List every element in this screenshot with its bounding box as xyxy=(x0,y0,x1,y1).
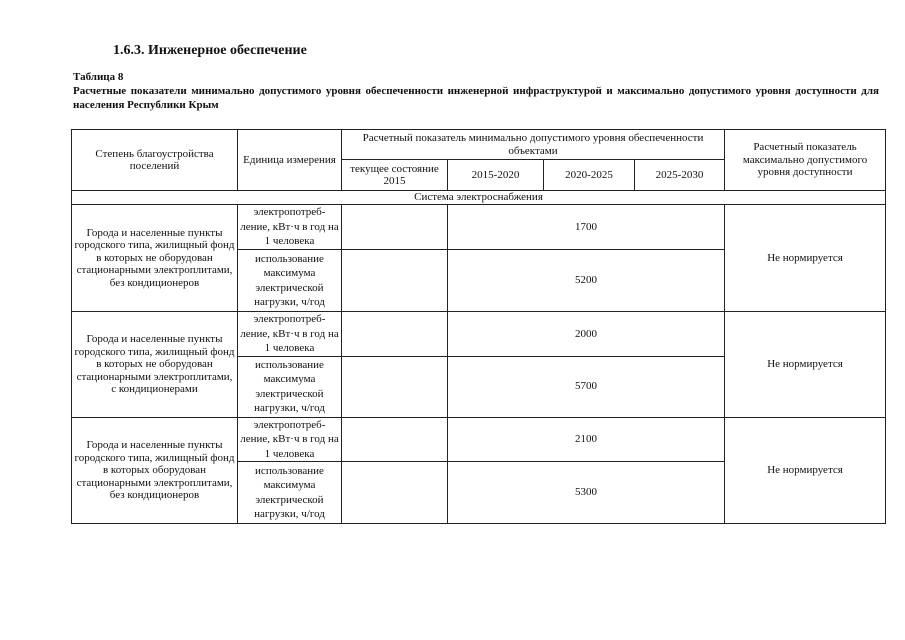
subheader-row xyxy=(72,191,886,205)
unit-cell: использование максимума электрической нагрузки, ч/год xyxy=(238,356,342,417)
current-cell xyxy=(342,312,448,357)
max-cell: Не нормируется xyxy=(725,205,886,312)
header-min-group: Расчетный показатель минимально допустимого уровня обеспеченности объектами xyxy=(342,130,725,160)
current-cell xyxy=(342,356,448,417)
table-caption: Расчетные показатели минимально допустимого уровня обеспеченности инженерной инфраструктурой и максимально допустимого уровня доступности для населения Республики Крым xyxy=(73,85,879,111)
header-current: текущее состояние 2015 xyxy=(342,160,448,191)
table-row xyxy=(72,312,886,357)
value-cell: 5700 xyxy=(448,356,725,417)
max-cell: Не нормируется xyxy=(725,312,886,418)
value-cell: 1700 xyxy=(448,205,725,250)
table-row xyxy=(72,205,886,250)
header-2025-2030: 2025-2030 xyxy=(635,160,725,191)
value-cell: 5200 xyxy=(448,250,725,312)
current-cell xyxy=(342,205,448,250)
standards-table xyxy=(71,129,886,524)
settlement-cell: Города и населенные пункты городского типа, жилищный фонд в которых не оборудован стационарными электроплитами, с кондиционерами xyxy=(72,312,238,418)
unit-cell: использование максимума электрической нагрузки, ч/год xyxy=(238,462,342,524)
settlement-cell: Города и населенные пункты городского типа, жилищный фонд в которых оборудован стационарными электроплитами, без кондиционеров xyxy=(72,417,238,524)
table-label: Таблица 8 xyxy=(73,71,124,83)
value-cell: 2000 xyxy=(448,312,725,357)
header-unit: Единица измерения xyxy=(238,130,342,191)
settlement-cell: Города и населенные пункты городского типа, жилищный фонд в которых не оборудован стационарными электроплитами, без кондиционеров xyxy=(72,205,238,312)
header-max: Расчетный показатель максимально допустимого уровня доступности xyxy=(725,130,886,191)
unit-cell: электропотреб-ление, кВт·ч в год на 1 человека xyxy=(238,417,342,462)
current-cell xyxy=(342,462,448,524)
header-2015-2020: 2015-2020 xyxy=(448,160,544,191)
max-cell: Не нормируется xyxy=(725,417,886,524)
value-cell: 2100 xyxy=(448,417,725,462)
header-row xyxy=(72,130,886,160)
unit-cell: электропотреб-ление, кВт·ч в год на 1 человека xyxy=(238,312,342,357)
subheader-power-system: Система электроснабжения xyxy=(72,191,886,205)
unit-cell: использование максимума электрической нагрузки, ч/год xyxy=(238,250,342,312)
value-cell: 5300 xyxy=(448,462,725,524)
header-settlement: Степень благоустройства поселений xyxy=(72,130,238,191)
current-cell xyxy=(342,417,448,462)
header-2020-2025: 2020-2025 xyxy=(544,160,635,191)
table-row xyxy=(72,417,886,462)
section-title: 1.6.3. Инженерное обеспечение xyxy=(113,43,307,58)
unit-cell: электропотреб-ление, кВт·ч в год на 1 человека xyxy=(238,205,342,250)
current-cell xyxy=(342,250,448,312)
